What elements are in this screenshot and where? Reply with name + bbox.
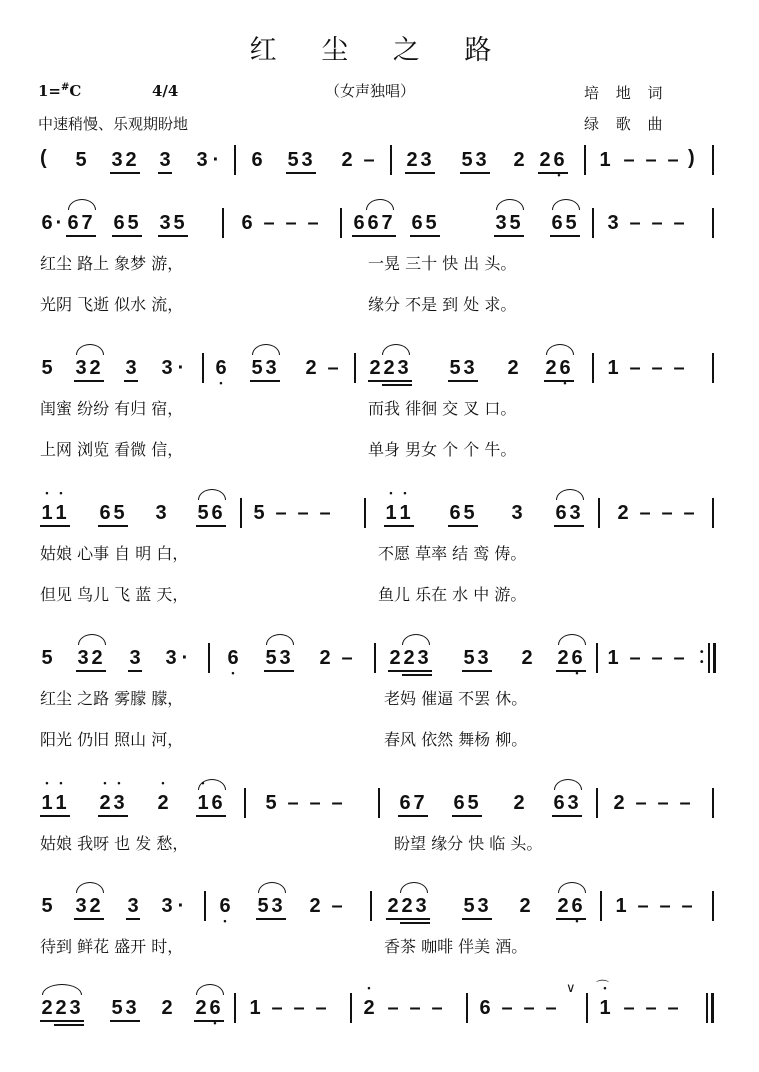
key-signature: 1=#C (38, 82, 82, 100)
lyric-verse2-b: 缘分 不是 到 处 求。 (368, 295, 517, 314)
time-signature: 4/4 (152, 82, 179, 100)
score-line-6: • 1 • 1 • 2 • 3 • 2 • 1 6 5 – – – 6 7 6 5 2 6 3 2 – – – (0, 785, 759, 821)
lyric-verse2-b: 鱼儿 乐在 水 中 游。 (378, 585, 527, 604)
lyric-verse2-b: 春风 依然 舞杨 柳。 (384, 730, 528, 749)
lyric-verse1-a: 待到 鲜花 盛开 时， (40, 937, 184, 956)
tempo-marking: 中速稍慢、乐观期盼地 (38, 115, 189, 133)
lyric-verse1-b: 不愿 草率 结 鸾 俦。 (378, 544, 527, 563)
lyric-verse2-a: 上网 浏览 看微 信， (40, 440, 184, 459)
lyricist: 培 地 词 (584, 84, 669, 102)
score-line-2: 6 · 6 7 6 5 3 5 6 – – – 6 6 7 6 5 3 5 6 5 3 – – – (0, 205, 759, 241)
lyric-verse1-a: 红尘 路上 象梦 游， (40, 254, 184, 273)
score-line-3: 5 3 2 3 3 · 6 • 5 3 2 – 2 2 3 5 3 2 2 6 • 1 – – – (0, 350, 759, 386)
lyric-verse1-a: 红尘 之路 雾朦 朦， (40, 689, 184, 708)
lyric-verse2-a: 光阴 飞逝 似水 流， (40, 295, 184, 314)
fermata-icon: ⌒ (596, 979, 610, 994)
lyric-verse1-b: 一晃 三十 快 出 头。 (368, 254, 517, 273)
lyric-verse1-b: 老妈 催逼 不罢 休。 (384, 689, 528, 708)
lyric-verse1-a: 闺蜜 纷纷 有归 宿， (40, 399, 184, 418)
performance-note: （女声独唱） (325, 82, 416, 100)
score-line-4: • 1 • 1 6 5 3 5 6 5 – – – • 1 • 1 6 5 3 6 3 2 – – – (0, 495, 759, 531)
song-title: 红 尘 之 路 (249, 35, 510, 66)
lyric-verse2-a: 但见 鸟儿 飞 蓝 天， (40, 585, 189, 604)
lyric-verse1-b: 盼望 缘分 快 临 头。 (394, 834, 543, 853)
lyric-verse1-a: 姑娘 心事 自 明 白， (40, 544, 189, 563)
lyric-verse1-b: 香茶 咖啡 伴美 酒。 (384, 937, 528, 956)
score-line-7: 5 3 2 3 3 · 6 • 5 3 2 – 2 2 3 5 3 2 2 6 • 1 – – – (0, 888, 759, 924)
breath-mark-icon: ∨ (566, 980, 576, 995)
score-line-8: 2 2 3 5 3 2 2 6 • 1 – – – • 2 – – – 6 – – – ∨ • 1 ⌒ – – – (0, 990, 759, 1026)
composer: 绿 歌 曲 (584, 115, 669, 133)
lyric-verse1-a: 姑娘 我呀 也 发 愁， (40, 834, 189, 853)
score-line-1: ( 5 3 2 3 3 · 6 5 3 2 – 2 3 5 3 2 2 6 • 1 – – – ) (0, 142, 759, 178)
lyric-verse1-b: 而我 徘徊 交 叉 口。 (368, 399, 517, 418)
lyric-verse2-b: 单身 男女 个 个 牛。 (368, 440, 517, 459)
score-line-5: 5 3 2 3 3 · 6 • 5 3 2 – 2 2 3 5 3 2 2 6 • 1 – – – • • (0, 640, 759, 676)
lyric-verse2-a: 阳光 仍旧 照山 河， (40, 730, 184, 749)
